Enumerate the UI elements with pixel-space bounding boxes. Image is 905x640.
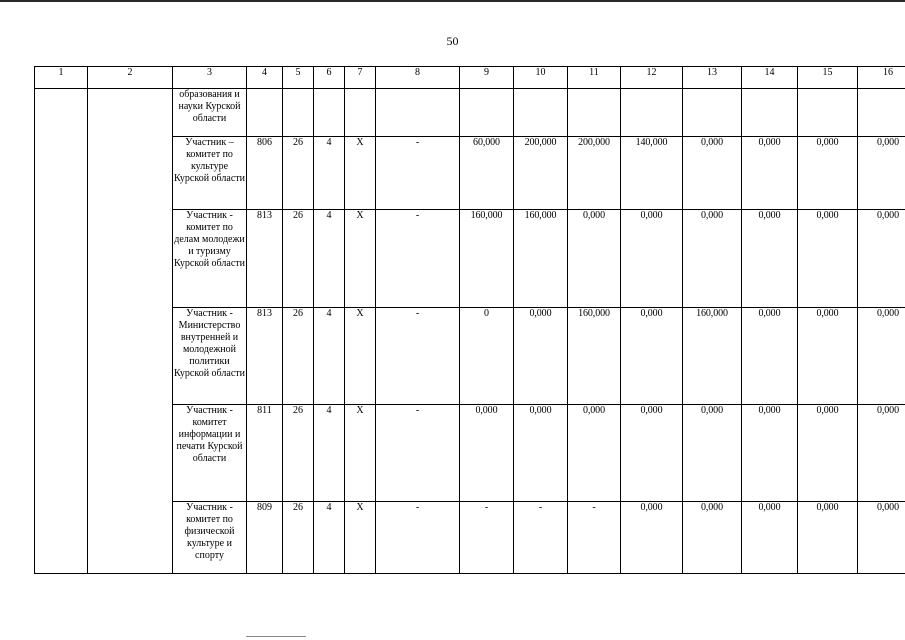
header-cell: 12 — [621, 67, 683, 89]
value-cell: 0,000 — [514, 405, 568, 502]
value-cell: 0,000 — [621, 210, 683, 308]
header-cell: 6 — [314, 67, 345, 89]
participant-name: Участник - комитет по физической культуре и спорту — [173, 502, 247, 574]
value-cell: 0,000 — [568, 405, 621, 502]
value-cell: 0,000 — [798, 308, 858, 405]
value-cell: 0,000 — [742, 137, 798, 210]
header-cell: 11 — [568, 67, 621, 89]
value-cell: 0,000 — [683, 210, 742, 308]
value-cell: 0,000 — [858, 210, 905, 308]
value-cell: 0,000 — [683, 502, 742, 574]
merged-cell-col1 — [35, 89, 88, 574]
dash-cell: - — [376, 210, 460, 308]
value-cell: 200,000 — [568, 137, 621, 210]
value-cell: 160,000 — [460, 210, 514, 308]
scan-artifact-line — [246, 636, 306, 637]
ministry-code: 806 — [247, 137, 283, 210]
ministry-code: 811 — [247, 405, 283, 502]
value-cell: 0,000 — [514, 308, 568, 405]
header-cell: 3 — [173, 67, 247, 89]
value-cell: 0,000 — [742, 210, 798, 308]
dash-cell: - — [376, 137, 460, 210]
value-cell: 0,000 — [621, 405, 683, 502]
participant-name: Участник – комитет по культуре Курской области — [173, 137, 247, 210]
value-cell: 0,000 — [683, 137, 742, 210]
x-mark: Х — [345, 210, 376, 308]
value-cell: 160,000 — [514, 210, 568, 308]
budget-table — [34, 66, 905, 574]
value-cell: 160,000 — [683, 308, 742, 405]
page-number: 50 — [446, 34, 459, 48]
dash-cell: - — [376, 405, 460, 502]
value-cell: 140,000 — [621, 137, 683, 210]
value-cell: 0,000 — [858, 502, 905, 574]
x-mark: Х — [345, 405, 376, 502]
subprogram-code: 4 — [314, 308, 345, 405]
subprogram-code: 4 — [314, 405, 345, 502]
value-cell: 0,000 — [798, 210, 858, 308]
header-cell: 14 — [742, 67, 798, 89]
value-cell: 0,000 — [742, 405, 798, 502]
participant-name: Участник - комитет по делам молодежи и туризму Курской области — [173, 210, 247, 308]
value-cell: 0,000 — [798, 502, 858, 574]
value-cell: 0,000 — [742, 502, 798, 574]
header-cell: 9 — [460, 67, 514, 89]
value-cell: - — [460, 502, 514, 574]
value-cell: 0,000 — [858, 137, 905, 210]
header-cell: 13 — [683, 67, 742, 89]
x-mark: Х — [345, 308, 376, 405]
value-cell: 0,000 — [742, 308, 798, 405]
value-cell: 0,000 — [798, 405, 858, 502]
ministry-code: 809 — [247, 502, 283, 574]
participant-name: образования и науки Курской области — [173, 89, 247, 137]
value-cell: 0,000 — [858, 308, 905, 405]
program-code: 26 — [283, 210, 314, 308]
dash-cell: - — [376, 502, 460, 574]
header-cell: 16 — [858, 67, 905, 89]
value-cell: 200,000 — [514, 137, 568, 210]
top-border-rule — [0, 0, 905, 2]
header-cell: 15 — [798, 67, 858, 89]
header-cell: 4 — [247, 67, 283, 89]
participant-name: Участник - комитет информации и печати Курской области — [173, 405, 247, 502]
value-cell: 0 — [460, 308, 514, 405]
dash-cell: - — [376, 308, 460, 405]
program-code: 26 — [283, 308, 314, 405]
header-cell: 1 — [35, 67, 88, 89]
header-cell: 2 — [88, 67, 173, 89]
subprogram-code: 4 — [314, 502, 345, 574]
x-mark: Х — [345, 137, 376, 210]
ministry-code: 813 — [247, 210, 283, 308]
value-cell: 0,000 — [568, 210, 621, 308]
program-code: 26 — [283, 137, 314, 210]
value-cell: 0,000 — [621, 308, 683, 405]
value-cell: - — [514, 502, 568, 574]
value-cell: 0,000 — [460, 405, 514, 502]
header-cell: 7 — [345, 67, 376, 89]
header-cell: 8 — [376, 67, 460, 89]
x-mark: Х — [345, 502, 376, 574]
subprogram-code: 4 — [314, 137, 345, 210]
value-cell: 0,000 — [621, 502, 683, 574]
program-code: 26 — [283, 405, 314, 502]
subprogram-code: 4 — [314, 210, 345, 308]
header-cell: 10 — [514, 67, 568, 89]
merged-cell-col2 — [88, 89, 173, 574]
participant-name: Участник - Министерство внутренней и молодежной политики Курской области — [173, 308, 247, 405]
value-cell: 60,000 — [460, 137, 514, 210]
value-cell: 0,000 — [798, 137, 858, 210]
ministry-code: 813 — [247, 308, 283, 405]
value-cell: - — [568, 502, 621, 574]
program-code: 26 — [283, 502, 314, 574]
value-cell: 0,000 — [858, 405, 905, 502]
header-cell: 5 — [283, 67, 314, 89]
column-number-row — [35, 67, 905, 89]
table-row-continuation — [35, 89, 905, 137]
value-cell: 160,000 — [568, 308, 621, 405]
value-cell: 0,000 — [683, 405, 742, 502]
